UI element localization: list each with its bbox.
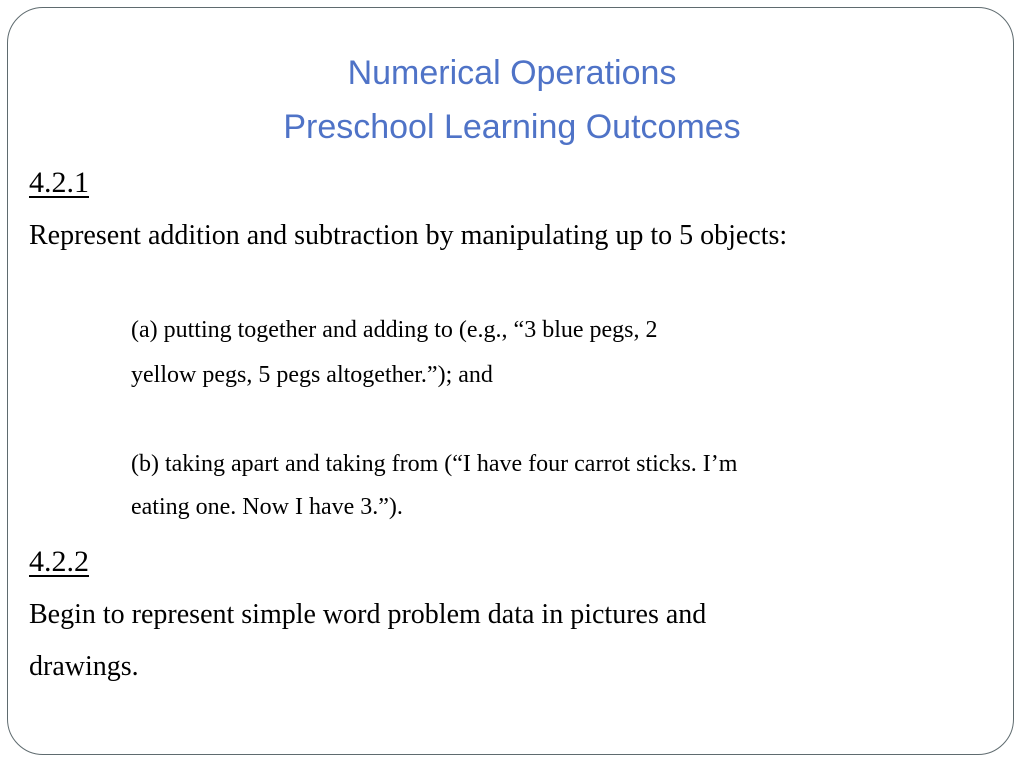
outcome-4-2-1-code: 4.2.1 xyxy=(29,166,89,199)
outcome-4-2-1-item-b-line-2: eating one. Now I have 3.”). xyxy=(131,494,403,520)
outcome-4-2-1-item-b-line-1: (b) taking apart and taking from (“I have four carrot sticks. I’m xyxy=(131,451,738,477)
outcome-4-2-2-description-line-1: Begin to represent simple word problem data in pictures and xyxy=(29,599,707,630)
outcome-4-2-1-item-a-line-2: yellow pegs, 5 pegs altogether.”); and xyxy=(131,362,493,388)
title-line-1: Numerical Operations xyxy=(347,54,677,92)
outcome-4-2-1-description: Represent addition and subtraction by manipulating up to 5 objects: xyxy=(29,220,788,251)
outcome-4-2-1-item-a-line-1: (a) putting together and adding to (e.g., “3 blue pegs, 2 xyxy=(131,317,658,343)
slide-title xyxy=(0,46,1024,154)
outcome-4-2-2-code: 4.2.2 xyxy=(29,545,89,578)
title-line-2: Preschool Learning Outcomes xyxy=(283,108,741,146)
outcome-4-2-2-description-line-2: drawings. xyxy=(29,651,139,682)
